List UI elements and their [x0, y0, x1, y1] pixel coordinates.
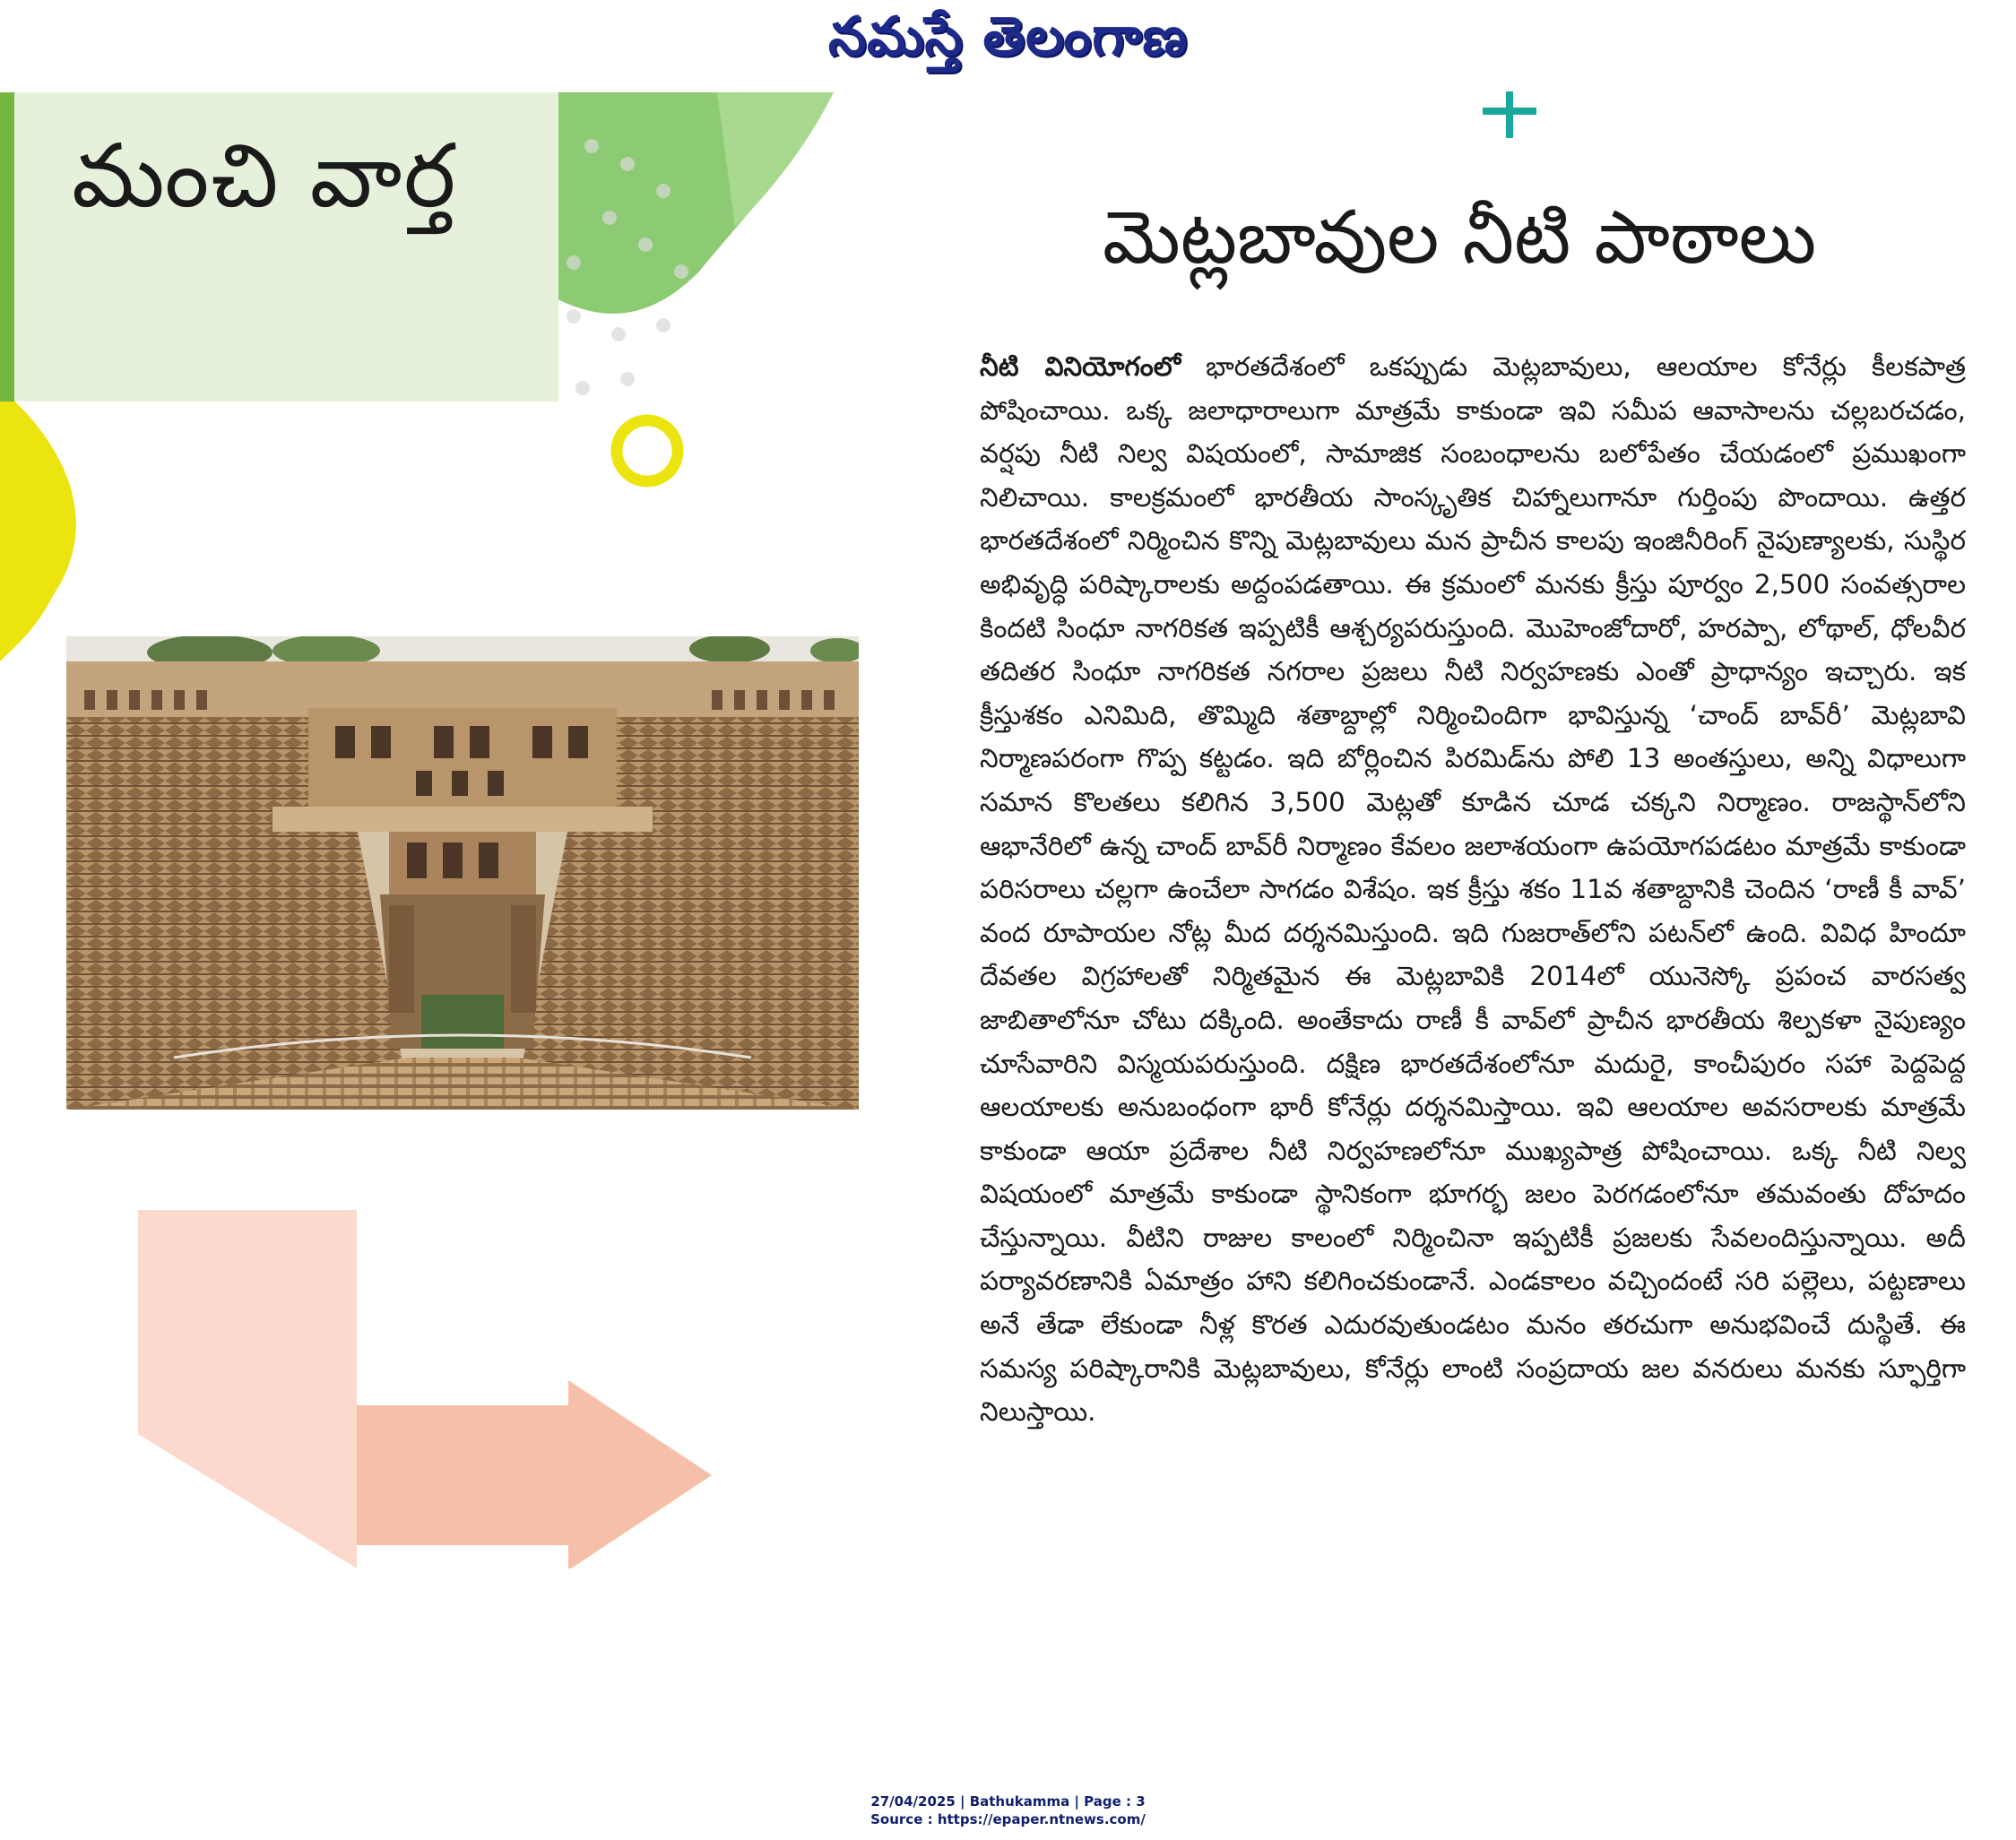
- masthead: [0, 0, 2016, 90]
- footer-date-line: 27/04/2025 | Bathukamma | Page : 3: [870, 1793, 1146, 1810]
- footer-source-line: Source : https://epaper.ntnews.com/: [870, 1811, 1146, 1827]
- newspaper-logo: నమస్తే తెలంగాణ: [827, 5, 1189, 68]
- article-paragraph: [980, 345, 1966, 1434]
- green-blob-light: [717, 92, 834, 227]
- article-text: భారతదేశంలో ఒకప్పుడు మెట్లబావులు, ఆలయాల కోనేర్లు కీలకపాత్ర పోషించాయి. ఒక్క జలాధారాలుగా మాత్రమే కాకుండా ఇవి సమీప ఆవాసాలను చల్లబరచడం, వర్షపు నీటి నిల్వ విషయంలో, సామాజిక సంబంధాలను బలోపేతం చేయడంలో ప్రముఖంగా నిలిచాయి. కాలక్రమంలో భారతీయ సాంస్కృతిక చిహ్నాలుగానూ గుర్తింపు పొందాయి. ఉత్తర భారతదేశంలో నిర్మించిన కొన్ని మెట్లబావులు మన ప్రాచీన కాలపు ఇంజినీరింగ్ నైపుణ్యాలకు, సుస్థిర అభివృద్ధి పరిష్కారాలకు అద్దంపడతాయి. ఈ క్రమంలో మనకు క్రీస్తు పూర్వం 2,500 సంవత్సరాల కిందటి సింధూ నాగరికత ఇప్పటికీ ఆశ్చర్యపరుస్తుంది. మొహెంజోదారో, హరప్పా, లోథాల్, ధోలవీర తదితర సింధూ నాగరికత నగరాల ప్రజలు నీటి నిర్వహణకు ఎంతో ప్రాధాన్యం ఇచ్చారు. ఇక క్రీస్తుశకం ఎనిమిది, తొమ్మిది శతాబ్దాల్లో నిర్మించిందిగా భావిస్తున్న ‘చాంద్ బావ్‌రీ’ మెట్లబావి నిర్మాణపరంగా గొప్ప కట్టడం. ఇది బోర్లించిన పిరమిడ్‌ను పోలి 13 అంతస్తులు, అన్ని విధాలుగా సమాన కొలతలు కలిగిన 3,500 మెట్లతో కూడిన చూడ చక్కని నిర్మాణం. రాజస్థాన్‌లోని ఆభానేరిలో ఉన్న చాంద్ బావ్‌రీ నిర్మాణం కేవలం జలాశయంగా ఉపయోగపడటం మాత్రమే కాకుండా పరిసరాలు చల్లగా ఉంచేలా సాగడం విశేషం. ఇక క్రీస్తు శకం 11వ శతాబ్దానికి చెందిన ‘రాణీ కీ వావ్’ వంద రూపాయల నోట్ల మీద దర్శనమిస్తుంది. ఇది గుజరాత్‌లోని పటన్‌లో ఉంది. వివిధ హిందూ దేవతల విగ్రహాలతో నిర్మితమైన ఈ మెట్లబావికి 2014లో యునెస్కో ప్రపంచ వారసత్వ జాబితాలోనూ చోటు దక్కింది. అంతేకాదు రాణీ కీ వావ్‌లో ప్రాచీన భారతీయ శిల్పకళా నైపుణ్యం చూసేవారిని విస్మయపరుస్తుంది. దక్షిణ భారతదేశంలోనూ మదురై, కాంచీపురం సహా పెద్దపెద్ద ఆలయాలకు అనుబంధంగా భారీ కోనేర్లు దర్శనమిస్తాయి. ఇవి ఆలయాల అవసరాలకు మాత్రమే కాకుండా ఆయా ప్రదేశాల నీటి నిర్వహణలోనూ ముఖ్యపాత్ర పోషించాయి. ఒక్క నీటి నిల్వ విషయంలో మాత్రమే కాకుండా స్థానికంగా భూగర్భ జలం పెరగడంలోనూ తమవంతు దోహదం చేస్తున్నాయి. వీటిని రాజుల కాలంలో నిర్మించినా ఇప్పటికీ ప్రజలకు సేవలందిస్తున్నాయి. అదీ పర్యావరణానికి ఏమాత్రం హాని కలిగించకుండానే. ఎండకాలం వచ్చిందంటే సరి పల్లెలు, పట్టణాలు అనే తేడా లేకుండా నీళ్ల కొరత ఎదురవుతుండటం మనం తరచుగా అనుభవించే దుస్థితే. ఈ సమస్య పరిష్కారానికి మెట్లబావులు, కోనేర్లు లాంటి సంప్రదాయ జల వనరులు మనకు స్ఫూర్తిగా నిలుస్తాయి.: [980, 351, 1966, 1428]
- stepwell-photo: [66, 636, 859, 1110]
- article-body: [980, 345, 1966, 1434]
- section-title: మంచి వార్త: [72, 125, 458, 228]
- plus-icon: [1479, 90, 1542, 143]
- yellow-ring: [617, 420, 678, 481]
- arrow-dark-part: [357, 1380, 712, 1568]
- page-footer: [0, 1792, 2016, 1828]
- arrow-graphic: [138, 1210, 712, 1568]
- article-headline: మెట్లబావుల నీటి పాఠాలు: [1103, 195, 1817, 281]
- article-lead: నీటి వినియోగంలో: [980, 351, 1181, 382]
- yellow-shape: [0, 388, 76, 661]
- arrow-light-part: [138, 1210, 357, 1568]
